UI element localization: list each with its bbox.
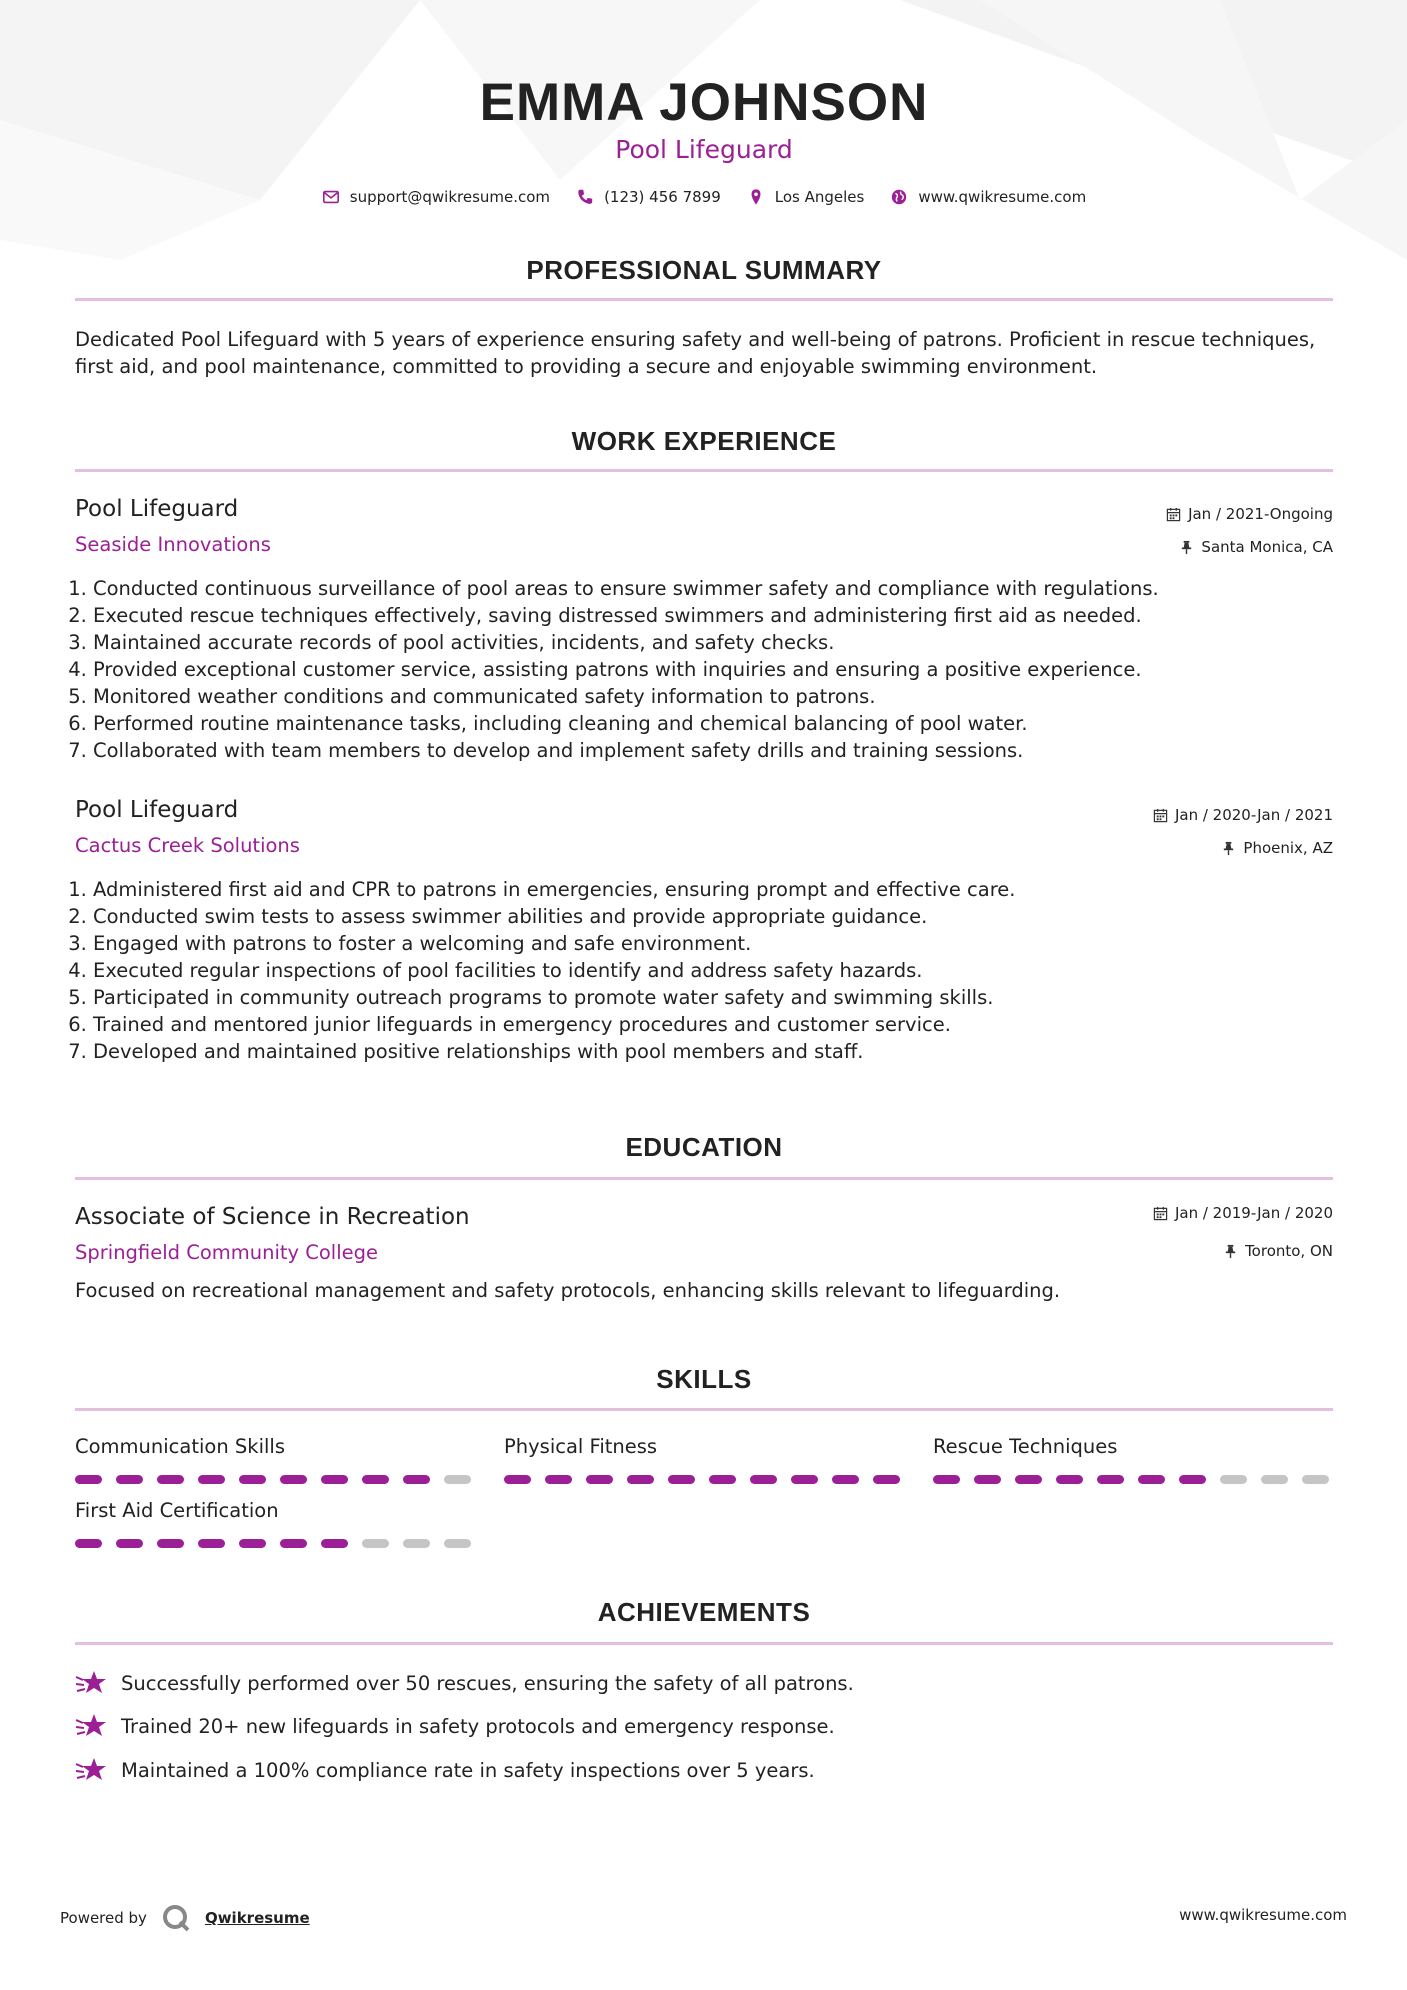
job-2-location-text: Phoenix, AZ [1243,839,1333,857]
candidate-role: Pool Lifeguard [615,135,793,164]
skill-dash-filled [280,1539,307,1548]
skill-level-bar [75,1475,475,1484]
job-1-title: Pool Lifeguard [75,496,239,522]
skill-dash-filled [1097,1475,1124,1484]
skill-dash-empty [444,1475,471,1484]
phone-text: (123) 456 7899 [604,188,721,206]
experience-heading: WORK EXPERIENCE [571,426,837,456]
skill-dash-filled [750,1475,777,1484]
education-location-text: Toronto, ON [1245,1242,1333,1260]
skill-dash-filled [1179,1475,1206,1484]
skill-dash-filled [280,1475,307,1484]
summary-text: Dedicated Pool Lifeguard with 5 years of experience ensuring safety and well-being of patrons. Proficient in rescue techniques, first aid, and pool maintenance, committed to providing a secure and enjoyable swimming environment. [75,328,1316,378]
summary-divider [75,298,1333,301]
pin-icon [1179,540,1194,555]
calendar-icon [1153,1206,1168,1221]
skill-level-bar [933,1475,1333,1484]
list-item: 4. Provided exceptional customer service, assisting patrons with inquiries and ensuring a positive experience. [93,656,1333,683]
globe-icon [890,188,908,206]
achievement-text: Successfully performed over 50 rescues, ensuring the safety of all patrons. [121,1671,854,1695]
list-item: 6. Performed routine maintenance tasks, including cleaning and chemical balancing of pool water. [93,710,1333,737]
job-1-company: Seaside Innovations [75,533,271,556]
skill-dash-filled [321,1475,348,1484]
skill-dash-empty [1302,1475,1329,1484]
skill-dash-filled [832,1475,859,1484]
skill-dash-filled [1138,1475,1165,1484]
education-dates-text: Jan / 2019-Jan / 2020 [1174,1204,1333,1222]
achievement-text: Trained 20+ new lifeguards in safety protocols and emergency response. [121,1714,835,1738]
candidate-name: EMMA JOHNSON [479,73,929,132]
powered-by-label: Powered by [60,1909,147,1927]
skill-dash-filled [198,1539,225,1548]
contact-bar [75,188,1333,206]
list-item: 1. Administered first aid and CPR to patrons in emergencies, ensuring prompt and effective care. [93,876,1333,903]
skill-dash-filled [403,1475,430,1484]
skill-level-bar [75,1539,475,1548]
skill-dash-filled [157,1539,184,1548]
education-heading: EDUCATION [625,1132,783,1162]
list-item: 4. Executed regular inspections of pool facilities to identify and address safety hazards. [93,957,1333,984]
skills-divider [75,1408,1333,1411]
job-1-location [1179,538,1333,556]
skill-dash-empty [362,1539,389,1548]
contact-email[interactable] [322,188,550,206]
skill-dash-empty [403,1539,430,1548]
education-description: Focused on recreational management and safety protocols, enhancing skills relevant to lifeguarding. [75,1279,1061,1302]
skill-dash-filled [239,1539,266,1548]
job-2-bullet-list [69,876,1333,1065]
job-2-title: Pool Lifeguard [75,797,239,823]
skill-dash-filled [668,1475,695,1484]
experience-divider [75,469,1333,472]
skill-label: First Aid Certification [75,1499,279,1522]
envelope-icon [322,188,340,206]
phone-icon [576,188,594,206]
skill-dash-empty [1261,1475,1288,1484]
skills-heading: SKILLS [656,1364,752,1394]
list-item: 7. Collaborated with team members to develop and implement safety drills and training sessions. [93,737,1333,764]
map-pin-icon [747,188,765,206]
skill-label: Rescue Techniques [933,1435,1118,1458]
shooting-star-icon [75,1668,107,1698]
website-text: www.qwikresume.com [918,188,1087,206]
skill-dash-filled [974,1475,1001,1484]
skill-dash-filled [504,1475,531,1484]
location-text: Los Angeles [774,188,865,206]
job-1-dates [1166,505,1333,523]
job-2-location [1221,839,1333,857]
skill-first-aid [75,1499,475,1548]
education-location [1223,1242,1333,1260]
calendar-icon [1166,507,1181,522]
calendar-icon [1153,808,1168,823]
achievements-heading: ACHIEVEMENTS [597,1597,811,1627]
skill-physical-fitness [504,1435,904,1484]
list-item: 2. Conducted swim tests to assess swimmer abilities and provide appropriate guidance. [93,903,1333,930]
achievement-item [75,1711,835,1741]
skill-dash-filled [116,1539,143,1548]
achievements-divider [75,1642,1333,1645]
pin-icon [1223,1244,1238,1259]
shooting-star-icon [75,1711,107,1741]
achievement-text: Maintained a 100% compliance rate in safety inspections over 5 years. [121,1758,815,1782]
skill-dash-filled [709,1475,736,1484]
skill-dash-filled [75,1475,102,1484]
skill-dash-filled [321,1539,348,1548]
job-1-location-text: Santa Monica, CA [1201,538,1333,556]
contact-website[interactable] [890,188,1086,206]
list-item: 3. Maintained accurate records of pool activities, incidents, and safety checks. [93,629,1333,656]
list-item: 5. Participated in community outreach programs to promote water safety and swimming skills. [93,984,1333,1011]
skill-dash-filled [586,1475,613,1484]
list-item: 1. Conducted continuous surveillance of pool areas to ensure swimmer safety and compliance with regulations. [93,575,1333,602]
skill-dash-filled [157,1475,184,1484]
list-item: 6. Trained and mentored junior lifeguards in emergency procedures and customer service. [93,1011,1333,1038]
achievement-item [75,1668,854,1698]
skill-level-bar [504,1475,904,1484]
footer-powered-by [60,1903,310,1933]
skill-dash-empty [444,1539,471,1548]
skill-dash-filled [362,1475,389,1484]
education-divider [75,1177,1333,1180]
job-1-bullet-list [69,575,1333,764]
job-1-dates-text: Jan / 2021-Ongoing [1188,505,1333,523]
qwikresume-logo-icon [161,1903,191,1933]
contact-location [747,188,865,206]
pin-icon [1221,841,1236,856]
list-item: 3. Engaged with patrons to foster a welcoming and safe environment. [93,930,1333,957]
email-text: support@qwikresume.com [349,188,551,206]
skill-dash-filled [873,1475,900,1484]
list-item: 5. Monitored weather conditions and communicated safety information to patrons. [93,683,1333,710]
skill-dash-filled [239,1475,266,1484]
skill-dash-filled [75,1539,102,1548]
shooting-star-icon [75,1755,107,1785]
skill-dash-filled [198,1475,225,1484]
skill-rescue-techniques [933,1435,1333,1484]
skill-dash-filled [791,1475,818,1484]
skill-communication [75,1435,475,1484]
education-degree: Associate of Science in Recreation [75,1204,470,1230]
qwikresume-link[interactable]: Qwikresume [204,1909,310,1927]
skill-dash-filled [545,1475,572,1484]
skill-dash-filled [933,1475,960,1484]
contact-phone[interactable] [576,188,721,206]
education-school: Springfield Community College [75,1241,379,1264]
skill-label: Communication Skills [75,1435,285,1458]
skill-label: Physical Fitness [504,1435,658,1458]
summary-heading: PROFESSIONAL SUMMARY [526,255,882,285]
job-2-dates [1153,806,1333,824]
list-item: 7. Developed and maintained positive relationships with pool members and staff. [93,1038,1333,1065]
job-2-dates-text: Jan / 2020-Jan / 2021 [1174,806,1333,824]
list-item: 2. Executed rescue techniques effectively, saving distressed swimmers and administering first aid as needed. [93,602,1333,629]
job-2-company: Cactus Creek Solutions [75,834,300,857]
skill-dash-filled [1056,1475,1083,1484]
skill-dash-empty [1220,1475,1247,1484]
skill-dash-filled [627,1475,654,1484]
education-dates [1153,1204,1333,1222]
skill-dash-filled [1015,1475,1042,1484]
skill-dash-filled [116,1475,143,1484]
footer-website-link[interactable]: www.qwikresume.com [1179,1906,1347,1924]
achievement-item [75,1755,815,1785]
